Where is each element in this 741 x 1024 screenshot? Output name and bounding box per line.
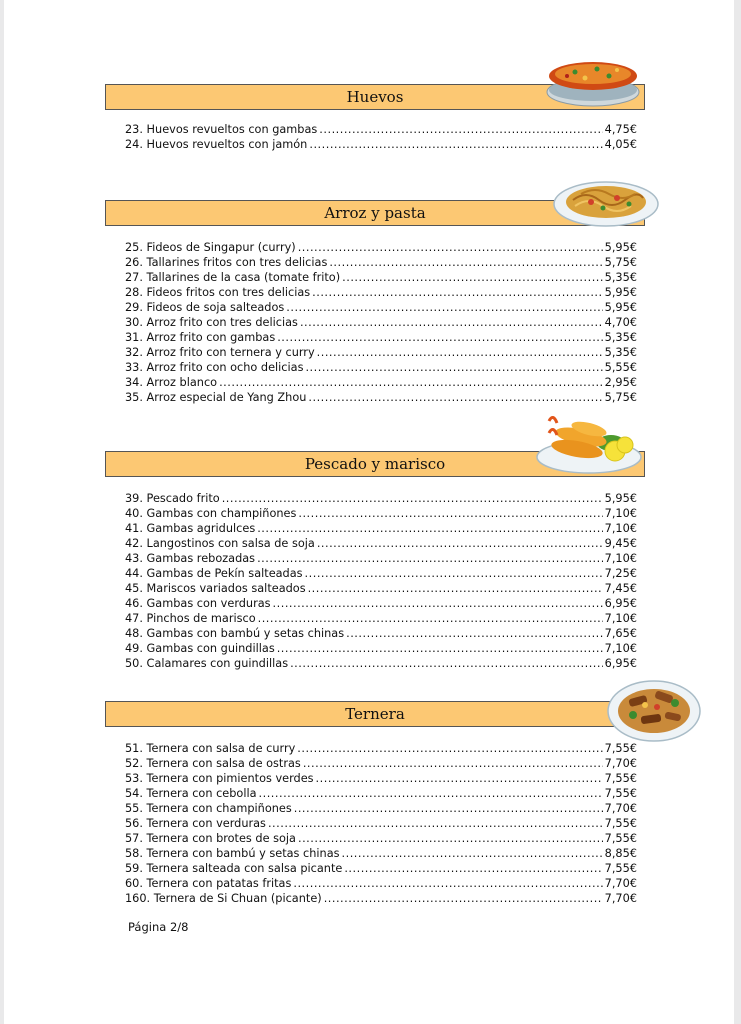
menu-item-list	[125, 491, 637, 671]
item-name: 57. Ternera con brotes de soja	[125, 832, 296, 845]
item-name: 32. Arroz frito con ternera y curry	[125, 346, 315, 359]
item-price: 7,55€	[604, 832, 637, 845]
item-price: 8,85€	[604, 847, 637, 860]
item-price: 7,70€	[604, 757, 637, 770]
item-name: 46. Gambas con verduras	[125, 597, 271, 610]
menu-item	[125, 566, 637, 581]
leader-dots	[298, 240, 603, 255]
menu-item	[125, 641, 637, 656]
leader-dots	[319, 122, 602, 137]
item-name: 41. Gambas agridulces	[125, 522, 256, 535]
item-name: 43. Gambas rebozadas	[125, 552, 256, 565]
menu-item	[125, 491, 637, 506]
item-name: 59. Ternera salteada con salsa picante	[125, 862, 343, 875]
leader-dots	[293, 876, 602, 891]
item-price: 4,70€	[604, 316, 637, 329]
item-name: 47. Pinchos de marisco	[125, 612, 256, 625]
menu-item	[125, 581, 637, 596]
item-name: 29. Fideos de soja salteados	[125, 301, 285, 314]
section-title: Arroz y pasta	[324, 204, 426, 222]
item-price: 7,10€	[604, 612, 637, 625]
menu-item	[125, 255, 637, 270]
item-name: 34. Arroz blanco	[125, 376, 218, 389]
menu-item	[125, 741, 637, 756]
item-price: 5,35€	[604, 346, 637, 359]
menu-item	[125, 285, 637, 300]
item-price: 4,75€	[604, 123, 637, 136]
leader-dots	[316, 771, 603, 786]
menu-item	[125, 771, 637, 786]
leader-dots	[294, 801, 603, 816]
menu-item	[125, 846, 637, 861]
item-name: 23. Huevos revueltos con gambas	[125, 123, 318, 136]
leader-dots	[344, 861, 602, 876]
item-name: 60. Ternera con patatas fritas	[125, 877, 292, 890]
section-ternera	[105, 701, 645, 905]
leader-dots	[297, 741, 602, 756]
item-price: 7,10€	[604, 642, 637, 655]
item-name: 48. Gambas con bambú y setas chinas	[125, 627, 345, 640]
leader-dots	[305, 360, 602, 375]
item-price: 5,95€	[604, 286, 637, 299]
item-name: 160. Ternera de Si Chuan (picante)	[125, 892, 322, 905]
leader-dots	[312, 285, 603, 300]
leader-dots	[329, 255, 602, 270]
section-header	[105, 701, 645, 727]
menu-item	[125, 626, 637, 641]
menu-item	[125, 330, 637, 345]
item-price: 5,75€	[604, 391, 637, 404]
menu-item	[125, 596, 637, 611]
menu-item	[125, 315, 637, 330]
section-title: Pescado y marisco	[304, 455, 446, 473]
leader-dots	[317, 345, 603, 360]
item-price: 7,55€	[604, 742, 637, 755]
menu-page	[4, 0, 734, 1024]
item-price: 6,95€	[604, 597, 637, 610]
item-name: 42. Langostinos con salsa de soja	[125, 537, 315, 550]
menu-item	[125, 861, 637, 876]
leader-dots	[298, 831, 603, 846]
item-name: 54. Ternera con cebolla	[125, 787, 257, 800]
leader-dots	[268, 816, 603, 831]
item-price: 7,45€	[604, 582, 637, 595]
page-number: Página 2/8	[128, 920, 189, 934]
item-price: 7,70€	[604, 892, 637, 905]
menu-item	[125, 122, 637, 137]
item-name: 44. Gambas de Pekín salteadas	[125, 567, 303, 580]
item-name: 26. Tallarines fritos con tres delicias	[125, 256, 328, 269]
leader-dots	[286, 300, 602, 315]
leader-dots	[277, 641, 603, 656]
leader-dots	[273, 596, 603, 611]
leader-dots	[309, 137, 602, 152]
item-price: 7,65€	[604, 627, 637, 640]
item-price: 7,10€	[604, 522, 637, 535]
item-name: 55. Ternera con champiñones	[125, 802, 292, 815]
item-price: 5,55€	[604, 361, 637, 374]
item-name: 27. Tallarines de la casa (tomate frito)	[125, 271, 341, 284]
item-price: 5,35€	[604, 271, 637, 284]
leader-dots	[342, 846, 603, 861]
menu-item-list	[125, 741, 637, 906]
item-name: 52. Ternera con salsa de ostras	[125, 757, 301, 770]
item-name: 50. Calamares con guindillas	[125, 657, 289, 670]
menu-item	[125, 656, 637, 671]
item-price: 7,55€	[604, 817, 637, 830]
item-price: 5,95€	[604, 301, 637, 314]
leader-dots	[277, 330, 602, 345]
menu-item	[125, 137, 637, 152]
menu-item	[125, 360, 637, 375]
section-arroz-y-pasta	[105, 200, 645, 404]
item-name: 51. Ternera con salsa de curry	[125, 742, 296, 755]
item-name: 56. Ternera con verduras	[125, 817, 266, 830]
leader-dots	[308, 581, 603, 596]
item-price: 7,55€	[604, 862, 637, 875]
omelette-dish-image	[545, 56, 641, 108]
item-price: 7,70€	[604, 802, 637, 815]
noodles-dish-image	[551, 176, 661, 228]
menu-item	[125, 345, 637, 360]
menu-item	[125, 270, 637, 285]
leader-dots	[257, 521, 602, 536]
item-name: 33. Arroz frito con ocho delicias	[125, 361, 304, 374]
menu-item-list	[125, 240, 637, 405]
section-huevos	[105, 84, 645, 151]
leader-dots	[222, 491, 603, 506]
item-name: 45. Mariscos variados salteados	[125, 582, 306, 595]
menu-item	[125, 390, 637, 405]
item-name: 28. Fideos fritos con tres delicias	[125, 286, 311, 299]
item-price: 7,55€	[604, 772, 637, 785]
item-name: 58. Ternera con bambú y setas chinas	[125, 847, 340, 860]
item-name: 35. Arroz especial de Yang Zhou	[125, 391, 307, 404]
leader-dots	[259, 786, 603, 801]
leader-dots	[308, 390, 602, 405]
menu-item	[125, 801, 637, 816]
menu-item	[125, 816, 637, 831]
menu-item	[125, 521, 637, 536]
section-title: Ternera	[345, 705, 405, 723]
item-name: 40. Gambas con champiñones	[125, 507, 297, 520]
section-pescado-y-marisco	[105, 451, 645, 670]
item-price: 5,95€	[604, 241, 637, 254]
beef-dish-image	[605, 675, 703, 743]
item-price: 7,25€	[604, 567, 637, 580]
item-price: 6,95€	[604, 657, 637, 670]
leader-dots	[305, 566, 603, 581]
leader-dots	[303, 756, 603, 771]
leader-dots	[342, 270, 603, 285]
leader-dots	[324, 891, 603, 906]
item-name: 31. Arroz frito con gambas	[125, 331, 276, 344]
leader-dots	[290, 656, 603, 671]
leader-dots	[317, 536, 603, 551]
item-price: 7,10€	[604, 552, 637, 565]
item-name: 39. Pescado frito	[125, 492, 220, 505]
leader-dots	[300, 315, 603, 330]
item-name: 25. Fideos de Singapur (curry)	[125, 241, 296, 254]
leader-dots	[257, 551, 603, 566]
menu-item-list	[125, 122, 637, 152]
menu-item	[125, 891, 637, 906]
item-name: 53. Ternera con pimientos verdes	[125, 772, 314, 785]
menu-item	[125, 786, 637, 801]
item-name: 49. Gambas con guindillas	[125, 642, 275, 655]
item-price: 5,95€	[604, 492, 637, 505]
menu-item	[125, 876, 637, 891]
item-price: 4,05€	[604, 138, 637, 151]
menu-item	[125, 375, 637, 390]
menu-item	[125, 300, 637, 315]
fried-shrimp-dish-image	[535, 407, 643, 477]
item-price: 9,45€	[604, 537, 637, 550]
item-price: 5,75€	[604, 256, 637, 269]
leader-dots	[219, 375, 603, 390]
item-price: 7,55€	[604, 787, 637, 800]
item-price: 7,10€	[604, 507, 637, 520]
item-name: 30. Arroz frito con tres delicias	[125, 316, 298, 329]
item-price: 2,95€	[604, 376, 637, 389]
section-title: Huevos	[346, 88, 404, 106]
item-price: 5,35€	[604, 331, 637, 344]
menu-item	[125, 240, 637, 255]
menu-item	[125, 551, 637, 566]
leader-dots	[298, 506, 602, 521]
item-price: 7,70€	[604, 877, 637, 890]
menu-item	[125, 831, 637, 846]
leader-dots	[258, 611, 603, 626]
menu-item	[125, 756, 637, 771]
item-name: 24. Huevos revueltos con jamón	[125, 138, 308, 151]
leader-dots	[346, 626, 603, 641]
menu-item	[125, 536, 637, 551]
menu-item	[125, 611, 637, 626]
menu-item	[125, 506, 637, 521]
